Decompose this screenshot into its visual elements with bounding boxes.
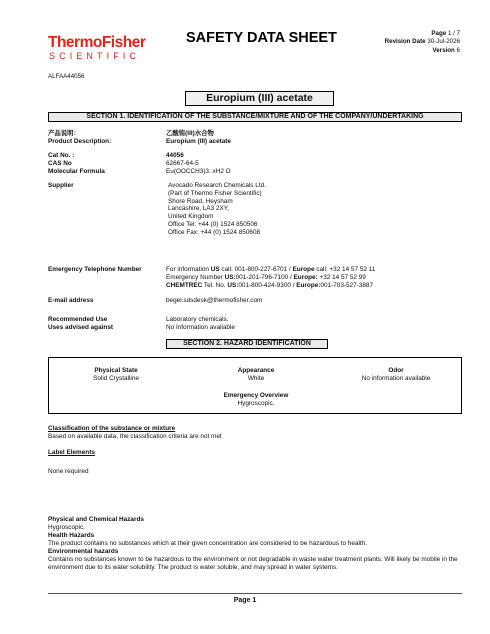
- supplier-line: United Kingdom: [168, 213, 214, 221]
- document-meta: [380, 30, 460, 55]
- physical-state-value: Solid Crystalline: [93, 374, 139, 382]
- document-title: SAFETY DATA SHEET: [186, 30, 337, 46]
- classification-heading: Classification of the substance or mixture: [48, 425, 176, 432]
- emergency-phone-value: [166, 266, 375, 289]
- physical-state-label: Physical State: [94, 367, 138, 374]
- version-label: Version: [432, 46, 455, 54]
- product-value-cn: 乙酸铕(III)水合物: [166, 130, 214, 137]
- recommended-use-value: Laboratory chemicals.: [166, 316, 229, 323]
- appearance: [191, 367, 321, 383]
- section1-header: SECTION 1. IDENTIFICATION OF THE SUBSTANCE/MIXTURE AND OF THE COMPANY/UNDERTAKING: [48, 112, 462, 122]
- version-value: 6: [456, 46, 460, 54]
- emergency-text: 001-703-527-3887: [320, 281, 374, 289]
- appearance-label: Appearance: [237, 367, 275, 374]
- uses-advised-against-label: Uses advised against: [48, 324, 114, 331]
- cat-no-value: 44056: [166, 152, 184, 159]
- product-label-cn: 产品说明：: [48, 130, 80, 137]
- supplier-line: Avocado Research Chemicals Ltd.: [168, 182, 266, 189]
- classification-text: Based on available data, the classification criteria are not met: [48, 433, 222, 440]
- supplier-line: Lancashire, LA3 2XY,: [168, 205, 229, 213]
- emergency-overview-value: Hygroscopic.: [237, 399, 275, 407]
- odor-label: Odor: [388, 367, 404, 374]
- supplier-line: Shore Road, Heysham: [168, 197, 233, 205]
- email-label: E-mail address: [48, 297, 94, 304]
- physical-state: [51, 367, 181, 383]
- product-name-box: Europium (III) acetate: [185, 91, 334, 106]
- supplier-line: Office Fax: +44 (0) 1524 850608: [168, 228, 261, 236]
- cas-no-label: CAS No: [48, 160, 72, 167]
- health-text: The product contains no substances which at their given concentration are considered to be hazardous to health.: [48, 540, 368, 547]
- environmental-text: Contains no substances known to be hazardous to the environment or not degradable in waste water treatment plants. Will likely be mobile in the environment due to its water solubility. The product is water soluble, and may spread in water systems.: [48, 556, 458, 571]
- emergency-phone-label: Emergency Telephone Number: [48, 266, 142, 273]
- emergency-text: US:: [227, 281, 239, 289]
- appearance-value: White: [247, 374, 265, 382]
- emergency-text: CHEMTREC: [166, 281, 203, 289]
- supplier-line: (Part of Thermo Fisher Scientific): [168, 189, 262, 197]
- molecular-formula-value: Eu(OOCCH3)3. xH2 O: [166, 168, 231, 175]
- revision-value: 30-Jul-2026: [427, 38, 460, 46]
- product-description-label: Product Description:: [48, 138, 112, 145]
- cas-no-value: 62667-64-5: [166, 160, 199, 167]
- odor-value: No information available: [361, 374, 431, 382]
- supplier-label: Supplier: [48, 182, 74, 189]
- emergency-text: +32 14 57 52 99: [317, 273, 366, 281]
- odor: [331, 367, 461, 383]
- phys-chem-text: Hygroscopic.: [48, 524, 85, 531]
- phys-chem-heading: Physical and Chemical Hazards: [48, 516, 144, 523]
- emergency-text: For information: [166, 266, 211, 273]
- emergency-text: Europe:: [296, 281, 321, 289]
- section2-header: SECTION 2. HAZARD IDENTIFICATION: [166, 339, 328, 349]
- emergency-text: Emergency Number: [166, 273, 225, 281]
- supplier-address: [168, 182, 266, 237]
- page-value: 1 / 7: [447, 30, 460, 37]
- document-code: ALFAA44056: [48, 73, 85, 80]
- cat-no-label: Cat No. :: [48, 152, 75, 159]
- emergency-text: call: 001-800-227-6701 /: [219, 266, 293, 273]
- emergency-text: 001-201-796-7100 /: [235, 273, 294, 281]
- supplier-line: Office Tel: +44 (0) 1524 850506: [168, 221, 258, 229]
- emergency-overview-label: Emergency Overview: [223, 392, 289, 399]
- recommended-use-label: Recommended Use: [48, 316, 108, 323]
- label-elements-text: None required: [48, 468, 89, 475]
- page-label: Page: [431, 30, 447, 37]
- uses-advised-against-value: No Information available: [166, 324, 235, 331]
- health-heading: Health Hazards: [48, 532, 95, 539]
- emergency-text: US: [210, 266, 220, 273]
- emergency-text: Europe: [292, 266, 315, 273]
- footer-page-number: Page 1: [233, 597, 257, 604]
- emergency-text: US:: [224, 273, 236, 281]
- emergency-text: call: +32 14 57 52 11: [314, 266, 376, 273]
- thermofisher-logo: ThermoFisher: [48, 34, 146, 51]
- revision-label: Revision Date: [384, 38, 426, 46]
- scientific-logo-text: SCIENTIFIC: [49, 51, 141, 61]
- email-link[interactable]: begel.sdsdesk@thermofisher.com: [166, 297, 263, 304]
- emergency-text: Tel. No.: [202, 281, 228, 289]
- emergency-text: 001-800-424-9300 /: [238, 281, 297, 289]
- label-elements-heading: Label Elements: [48, 449, 95, 456]
- product-description-value: Europium (III) acetate: [166, 138, 231, 145]
- molecular-formula-label: Molecular Formula: [48, 168, 105, 175]
- environmental-heading: Environmental hazards: [48, 548, 119, 555]
- emergency-overview: [191, 392, 321, 408]
- emergency-text: Europe:: [293, 273, 318, 281]
- footer-divider: [48, 593, 462, 594]
- hazard-summary-box: [48, 357, 462, 414]
